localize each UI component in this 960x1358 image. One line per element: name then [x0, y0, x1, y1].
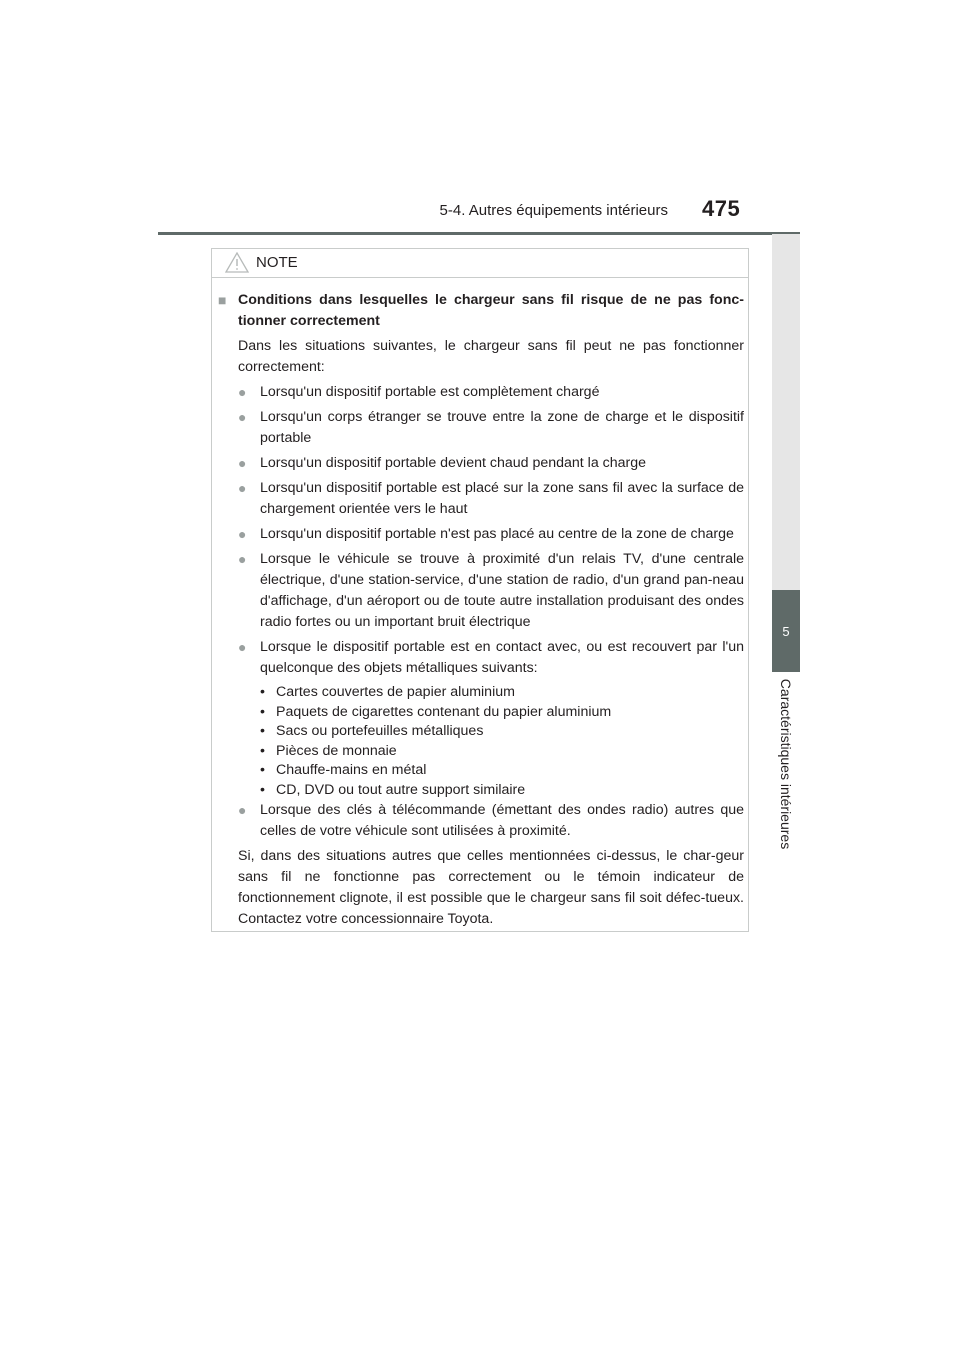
- sub-list-item: [260, 703, 744, 723]
- circle-bullet-icon: ●: [238, 409, 247, 425]
- list-item-text: Lorsqu'un dispositif portable est complètement chargé: [260, 384, 600, 400]
- page-number: 475: [702, 196, 741, 221]
- section-title: 5-4. Autres équipements intérieurs: [439, 202, 668, 219]
- note-heading-text: Conditions dans lesquelles le chargeur sans fil risque de ne pas fonc-tionner correctement: [238, 292, 744, 329]
- sub-list-item-text: Chauffe-mains en métal: [276, 762, 427, 778]
- list-item: [218, 524, 744, 545]
- small-bullet-icon: •: [260, 781, 265, 798]
- list-item-text: Lorsqu'un corps étranger se trouve entre la zone de charge et le dispositif portable: [260, 409, 744, 446]
- note-label: NOTE: [256, 254, 298, 271]
- chapter-title: Caractéristiques intérieures: [778, 678, 794, 850]
- list-item-text: Lorsqu'un dispositif portable n'est pas placé au centre de la zone de charge: [260, 526, 734, 542]
- circle-bullet-icon: ●: [238, 551, 247, 567]
- small-bullet-icon: •: [260, 723, 265, 739]
- list-item: [218, 478, 744, 520]
- circle-bullet-icon: ●: [238, 384, 247, 400]
- note-closing: Si, dans des situations autres que celles mentionnées ci-dessus, le char-geur sans fil ne fonctionne pas correctement ou le témoin indicateur de fonctionnement clignote, il est possible que le chargeur sans fil soit défec-tueux. Contactez votre concessionnaire Toyota.: [238, 848, 744, 927]
- sub-list-item-text: CD, DVD ou tout autre support similaire: [276, 781, 526, 798]
- list-item: [218, 800, 744, 842]
- note-box: [211, 248, 749, 932]
- list-item-text: Lorsque le véhicule se trouve à proximité d'un relais TV, d'une centrale électrique, d'une station-service, d'une station de radio, d'un grand pan-neau d'affichage, d'un aéroport ou de toute autre installation produisant des ondes radio fortes ou un important bruit électrique: [260, 551, 744, 630]
- list-item: [218, 382, 744, 403]
- chapter-number-tab: 5: [772, 590, 800, 672]
- sub-list-item-text: Paquets de cigarettes contenant du papier aluminium: [276, 703, 612, 720]
- small-bullet-icon: •: [260, 762, 265, 778]
- list-item: [218, 637, 744, 679]
- note-body: [218, 290, 744, 930]
- circle-bullet-icon: ●: [238, 639, 247, 655]
- small-bullet-icon: •: [260, 684, 265, 700]
- sub-list-item: [260, 683, 744, 703]
- list-item: [218, 453, 744, 474]
- list-item: [218, 549, 744, 633]
- sub-list-item: [260, 761, 744, 781]
- circle-bullet-icon: ●: [238, 526, 247, 542]
- circle-bullet-icon: ●: [238, 455, 247, 471]
- sub-list-item-text: Sacs ou portefeuilles métalliques: [276, 723, 484, 739]
- sub-list-item-text: Pièces de monnaie: [276, 742, 397, 759]
- square-marker-icon: ■: [218, 292, 227, 308]
- warning-triangle-icon: [225, 252, 249, 278]
- list-item-text: Lorsque le dispositif portable est en contact avec, ou est recouvert par l'un quelconque des objets métalliques suivants:: [260, 639, 744, 676]
- metal-objects-list: [218, 683, 744, 800]
- note-heading: [218, 290, 744, 332]
- small-bullet-icon: •: [260, 703, 265, 720]
- sub-list-item-text: Cartes couvertes de papier aluminium: [276, 684, 515, 700]
- header-rule: [158, 232, 800, 235]
- circle-bullet-icon: ●: [238, 802, 247, 818]
- note-header: [212, 249, 748, 278]
- circle-bullet-icon: ●: [238, 480, 247, 496]
- list-item-text: Lorsqu'un dispositif portable devient chaud pendant la charge: [260, 455, 647, 471]
- sub-list-item: [260, 722, 744, 742]
- sub-list-item: [260, 781, 744, 801]
- small-bullet-icon: •: [260, 742, 265, 759]
- list-item-text: Lorsqu'un dispositif portable est placé sur la zone sans fil avec la surface de chargement orientée vers le haut: [260, 480, 744, 517]
- sub-list-item: [260, 742, 744, 762]
- list-item-text: Lorsque des clés à télécommande (émettant des ondes radio) autres que celles de votre véhicule sont utilisées à proximité.: [260, 802, 744, 839]
- list-item: [218, 407, 744, 449]
- note-intro: Dans les situations suivantes, le chargeur sans fil peut ne pas fonctionner correctement:: [238, 338, 744, 375]
